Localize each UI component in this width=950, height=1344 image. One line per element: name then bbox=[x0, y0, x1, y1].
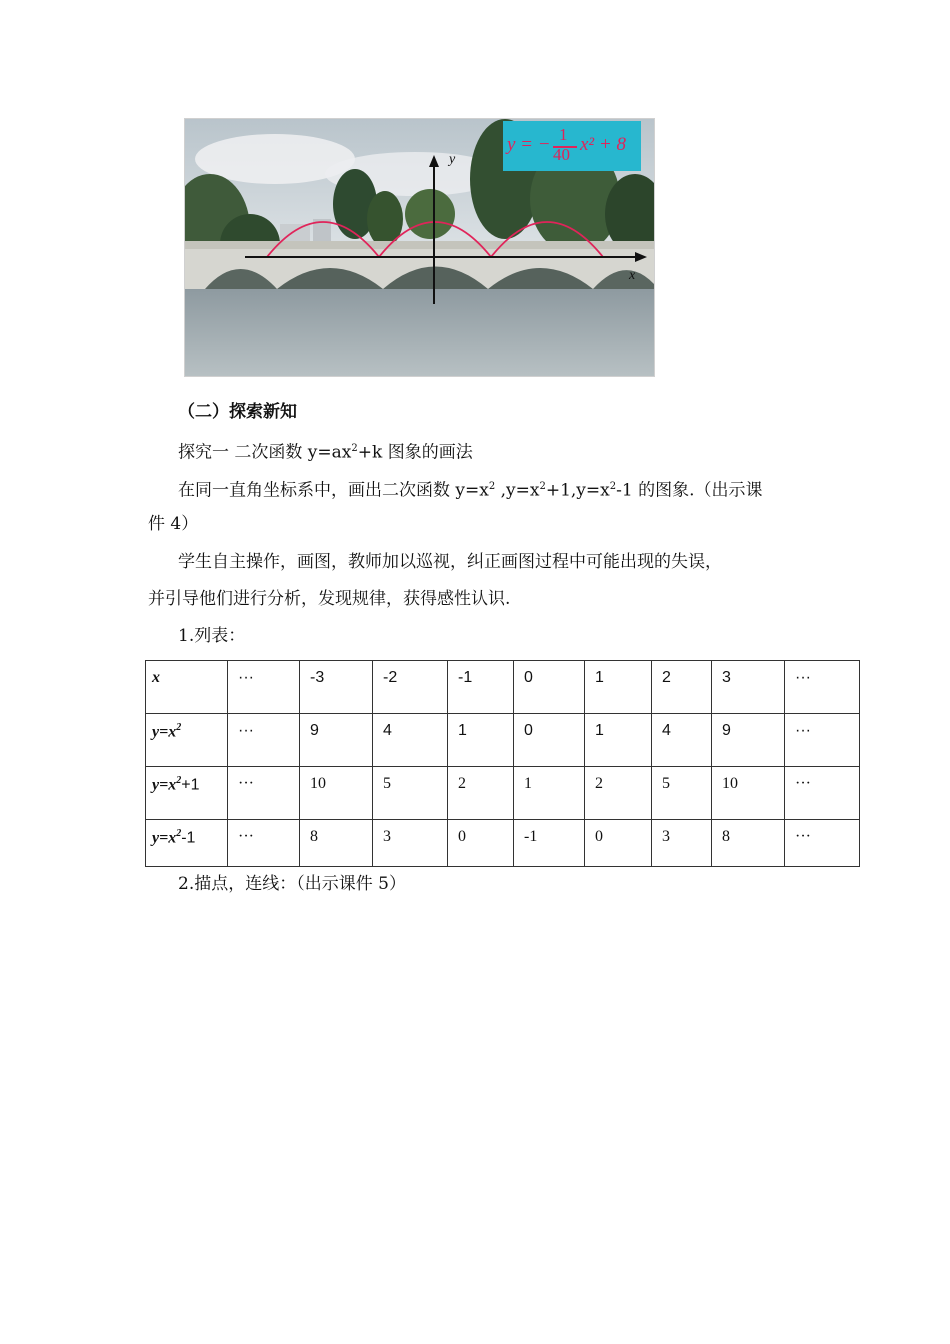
table-cell: 1 bbox=[448, 714, 514, 767]
table-row-y-x2 bbox=[146, 714, 860, 767]
table-cell: 0 bbox=[514, 661, 585, 714]
table-cell: 2 bbox=[652, 661, 712, 714]
value-table bbox=[145, 660, 860, 867]
formula-numerator: 1 bbox=[559, 125, 568, 144]
bridge-figure bbox=[184, 118, 655, 377]
y-axis-label: y bbox=[449, 152, 456, 167]
table-cell: 4 bbox=[373, 714, 448, 767]
step-2-label: 2.描点，连线：（出示课件 5） bbox=[178, 874, 406, 894]
table-cell: 3 bbox=[652, 820, 712, 867]
table-cell: ··· bbox=[228, 714, 300, 767]
para1-part-c: +1,y=x bbox=[545, 480, 610, 501]
paragraph-2-line-1: 学生自主操作，画图，教师加以巡视，纠正画图过程中可能出现的失误， bbox=[178, 552, 722, 572]
para1-part-a: 在同一直角坐标系中，画出二次函数 y=x bbox=[178, 480, 489, 501]
table-cell: -3 bbox=[300, 661, 373, 714]
row-header-post: +1 bbox=[181, 776, 200, 794]
para1-sup-2: 2 bbox=[539, 481, 546, 492]
paragraph-1-line-2: 件 4） bbox=[148, 514, 199, 534]
table-cell: 5 bbox=[652, 767, 712, 820]
table-cell: ··· bbox=[785, 767, 860, 820]
formula-rhs: x² + 8 bbox=[580, 134, 626, 155]
table-cell: 5 bbox=[373, 767, 448, 820]
row-header-text: y=x bbox=[152, 723, 177, 741]
para1-part-b: ,y=x bbox=[495, 480, 540, 501]
table-cell: ··· bbox=[228, 767, 300, 820]
formula-denominator: 40 bbox=[553, 145, 570, 164]
formula-box bbox=[503, 121, 641, 171]
table-cell: 10 bbox=[300, 767, 373, 820]
table-row-x bbox=[146, 661, 860, 714]
table-cell: 4 bbox=[652, 714, 712, 767]
table-cell: 8 bbox=[300, 820, 373, 867]
explore-title bbox=[178, 438, 838, 464]
explore-title-pre: 探究一 二次函数 y=ax bbox=[178, 442, 352, 463]
section-heading: （二）探索新知 bbox=[178, 402, 297, 422]
table-row-y-x2-plus-1 bbox=[146, 767, 860, 820]
row-header-text: y=x bbox=[152, 776, 177, 794]
table-row-y-x2-minus-1 bbox=[146, 820, 860, 867]
table-cell: ··· bbox=[228, 661, 300, 714]
para1-sup-1: 2 bbox=[488, 481, 496, 492]
row-header-sup: 2 bbox=[176, 775, 182, 786]
para1-sup-3: 2 bbox=[609, 481, 617, 492]
row-header bbox=[146, 767, 228, 820]
table-cell: 1 bbox=[585, 714, 652, 767]
step-1-label: 1.列表： bbox=[178, 626, 246, 646]
table-cell: 8 bbox=[712, 820, 785, 867]
table-cell: 9 bbox=[712, 714, 785, 767]
row-header-text: y=x bbox=[152, 829, 177, 847]
row-header bbox=[146, 820, 228, 867]
table-cell: -1 bbox=[514, 820, 585, 867]
table-cell: 1 bbox=[585, 661, 652, 714]
bridge bbox=[185, 241, 654, 289]
table-cell: ··· bbox=[785, 661, 860, 714]
table-cell: 0 bbox=[585, 820, 652, 867]
formula-lhs: y = − bbox=[507, 134, 551, 155]
row-header-text: x bbox=[152, 669, 160, 686]
para1-part-d: -1 的图象.（出示课 bbox=[616, 480, 763, 501]
table-cell: 1 bbox=[514, 767, 585, 820]
table-cell: ··· bbox=[785, 820, 860, 867]
row-header-sup: 2 bbox=[176, 828, 182, 839]
explore-title-sup: 2 bbox=[351, 443, 358, 454]
table-cell: 10 bbox=[712, 767, 785, 820]
paragraph-1-line-1 bbox=[178, 476, 838, 502]
paragraph-2-line-2: 并引导他们进行分析，发现规律，获得感性认识. bbox=[148, 589, 511, 609]
table-cell: ··· bbox=[785, 714, 860, 767]
table-cell: -2 bbox=[373, 661, 448, 714]
table-cell: 3 bbox=[373, 820, 448, 867]
parabola-formula bbox=[507, 125, 637, 167]
table-cell: 9 bbox=[300, 714, 373, 767]
row-header-sup: 2 bbox=[176, 722, 182, 733]
water bbox=[185, 289, 654, 376]
explore-title-post: +k 图象的画法 bbox=[357, 442, 473, 463]
x-axis-label: x bbox=[629, 268, 636, 283]
table-cell: 3 bbox=[712, 661, 785, 714]
table-cell: 2 bbox=[585, 767, 652, 820]
table-cell: 0 bbox=[514, 714, 585, 767]
table-cell: 2 bbox=[448, 767, 514, 820]
table-cell: -1 bbox=[448, 661, 514, 714]
table-cell: ··· bbox=[228, 820, 300, 867]
table-cell: 0 bbox=[448, 820, 514, 867]
row-header-post: -1 bbox=[181, 829, 196, 847]
row-header bbox=[146, 661, 228, 714]
row-header bbox=[146, 714, 228, 767]
